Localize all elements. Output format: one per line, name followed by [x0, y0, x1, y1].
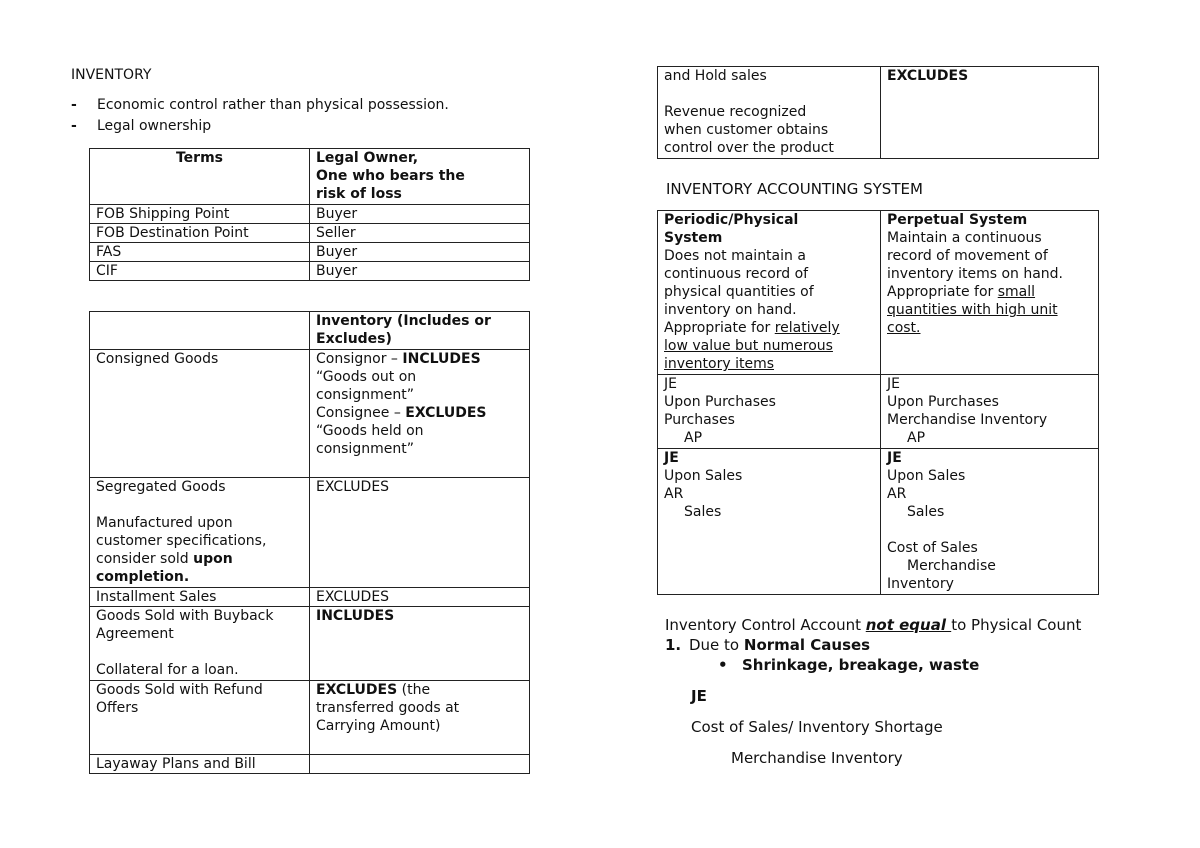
table-cell: JE Upon Sales AR Sales	[658, 449, 881, 595]
dash-icon: -	[71, 118, 77, 134]
table-cell: JE Upon Purchases Purchases AP	[658, 375, 881, 449]
table-cell: EXCLUDES	[310, 478, 530, 588]
bullet-icon: •	[718, 656, 728, 674]
table-cell: Seller	[310, 224, 530, 243]
header-inventory: Inventory (Includes or Excludes)	[310, 312, 530, 350]
table-cell: Segregated Goods Manufactured upon customer specifications, consider sold upon completion.	[90, 478, 310, 588]
table-row-bill-and-hold	[658, 67, 1099, 159]
table-row	[90, 243, 530, 262]
table-row-consigned	[90, 350, 530, 478]
table-cell: Goods Sold with Buyback Agreement Collateral for a loan.	[90, 607, 310, 681]
table-cell-perpetual: Perpetual System Maintain a continuous record of movement of inventory items on hand. Appropriate for small quantities with high unit cost.	[881, 211, 1099, 375]
journal-entry-credit: Merchandise Inventory	[731, 749, 903, 767]
table-cell: JE Upon Purchases Merchandise Inventory AP	[881, 375, 1099, 449]
dash-icon: -	[71, 97, 77, 113]
table-row-sales	[658, 449, 1099, 595]
accounting-system-table	[657, 210, 1099, 595]
table-cell: Consignor – INCLUDES “Goods out on consignment” Consignee – EXCLUDES “Goods held on consignment”	[310, 350, 530, 478]
table-cell: Goods Sold with Refund Offers	[90, 681, 310, 755]
table-cell: FAS	[90, 243, 310, 262]
table-cell: CIF	[90, 262, 310, 281]
je-label: JE	[691, 687, 707, 705]
table-cell: and Hold sales Revenue recognized when customer obtains control over the product	[658, 67, 881, 159]
table-cell: Buyer	[310, 205, 530, 224]
journal-entry-debit: Cost of Sales/ Inventory Shortage	[691, 718, 943, 736]
bullet-list	[71, 97, 449, 139]
table-cell: JE Upon Sales AR Sales Cost of Sales Merchandise Inventory	[881, 449, 1099, 595]
table-cell: FOB Shipping Point	[90, 205, 310, 224]
list-item-text: Economic control rather than physical possession.	[97, 97, 449, 113]
header-terms: Terms	[90, 149, 310, 205]
control-account-line: Inventory Control Account not equal to Physical Count	[665, 616, 1082, 634]
table-row	[90, 205, 530, 224]
table-row-system	[658, 211, 1099, 375]
table-row	[90, 262, 530, 281]
table-row-segregated	[90, 478, 530, 588]
table-header-row	[90, 312, 530, 350]
terms-table	[89, 148, 530, 281]
table-row-refund	[90, 681, 530, 755]
table-cell: Layaway Plans and Bill	[90, 755, 310, 774]
continued-table	[657, 66, 1099, 159]
numbered-item: 1. Due to Normal Causes	[665, 636, 871, 654]
list-item	[71, 118, 449, 139]
table-cell: Installment Sales	[90, 588, 310, 607]
table-row	[90, 224, 530, 243]
list-item-text: Legal ownership	[97, 118, 212, 134]
bullet-item: • Shrinkage, breakage, waste	[718, 656, 980, 674]
table-cell: Buyer	[310, 262, 530, 281]
table-header-row	[90, 149, 530, 205]
table-cell: INCLUDES	[310, 607, 530, 681]
table-cell	[310, 755, 530, 774]
goods-table	[89, 311, 530, 774]
table-row-purchases	[658, 375, 1099, 449]
section-title-accounting-system: INVENTORY ACCOUNTING SYSTEM	[666, 180, 923, 198]
table-row-layaway	[90, 755, 530, 774]
table-cell: EXCLUDES (the transferred goods at Carrying Amount)	[310, 681, 530, 755]
table-cell: FOB Destination Point	[90, 224, 310, 243]
table-cell: EXCLUDES	[310, 588, 530, 607]
table-row-installment	[90, 588, 530, 607]
header-legal-owner: Legal Owner, One who bears the risk of loss	[310, 149, 530, 205]
table-cell	[90, 312, 310, 350]
table-cell: EXCLUDES	[881, 67, 1099, 159]
table-cell: Buyer	[310, 243, 530, 262]
list-item	[71, 97, 449, 118]
table-cell: Consigned Goods	[90, 350, 310, 478]
table-row-buyback	[90, 607, 530, 681]
table-cell-periodic: Periodic/Physical System Does not maintain a continuous record of physical quantities of inventory on hand. Appropriate for relatively low value but numerous inventory items	[658, 211, 881, 375]
section-title-inventory: INVENTORY	[71, 67, 152, 83]
